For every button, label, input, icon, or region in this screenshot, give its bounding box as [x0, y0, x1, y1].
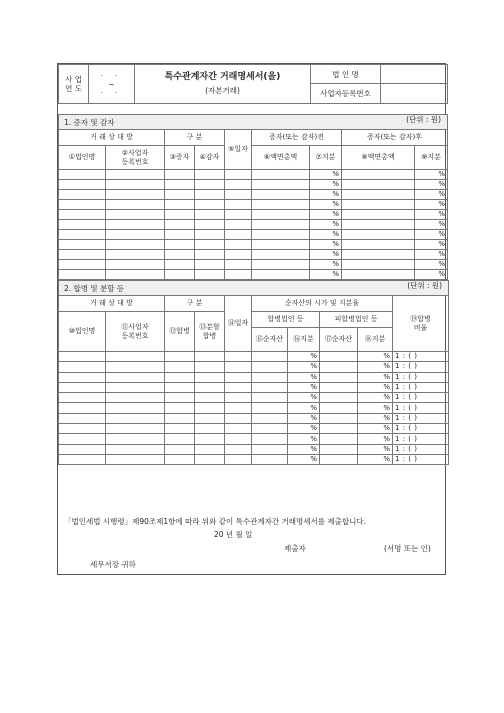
table-row: [59, 170, 448, 180]
s1-cell[interactable]: %: [310, 210, 342, 220]
s1-cell[interactable]: [195, 250, 225, 260]
s1-cell[interactable]: [252, 260, 310, 270]
s2-cell[interactable]: [165, 352, 195, 362]
s1-col-increase: ③증자: [165, 146, 195, 170]
s1-cell[interactable]: [106, 240, 165, 250]
s1-cell[interactable]: [225, 220, 252, 230]
form-subtitle: (자본거래): [205, 86, 240, 95]
s1-cell[interactable]: [59, 170, 106, 180]
s1-cell[interactable]: [342, 180, 415, 190]
s2-cell[interactable]: [252, 403, 288, 413]
s1-cell[interactable]: [59, 220, 106, 230]
s1-col-share-before: ⑦지분: [310, 146, 342, 170]
form-title-cell: [135, 65, 311, 104]
corp-name-label: 법 인 명: [311, 65, 381, 84]
s1-division-header: 구 분: [165, 130, 225, 146]
s1-cell[interactable]: [106, 200, 165, 210]
s2-cell[interactable]: [106, 382, 165, 392]
s2-cell[interactable]: %: [358, 362, 393, 372]
s1-cell[interactable]: [106, 230, 165, 240]
s2-col-net-assets-2: ⑰순자산: [320, 328, 358, 352]
s2-cell[interactable]: [165, 444, 195, 454]
table-row: [59, 403, 449, 413]
s1-cell[interactable]: %: [415, 240, 448, 250]
s1-cell[interactable]: [59, 230, 106, 240]
s2-cell[interactable]: [106, 403, 165, 413]
s1-cell[interactable]: [225, 260, 252, 270]
s1-cell[interactable]: [106, 170, 165, 180]
table-row: [59, 454, 449, 464]
s2-cell[interactable]: %: [288, 352, 320, 362]
s2-cell[interactable]: [106, 352, 165, 362]
s2-cell[interactable]: [252, 393, 288, 403]
s2-col-corp-name: ⑩법인명: [59, 312, 106, 352]
s1-before-header: 증자(또는 감자)전: [252, 130, 342, 146]
table-row: [59, 362, 449, 372]
s2-cell[interactable]: [320, 352, 358, 362]
table-row: [59, 270, 448, 280]
s2-cell[interactable]: [59, 362, 106, 372]
s2-cell[interactable]: [320, 393, 358, 403]
transaction-statement-form: [57, 63, 446, 575]
s2-cell[interactable]: %: [288, 393, 320, 403]
s2-cell[interactable]: %: [358, 403, 393, 413]
s1-cell[interactable]: [59, 200, 106, 210]
s1-cell[interactable]: [225, 170, 252, 180]
s1-cell[interactable]: [165, 240, 195, 250]
s1-cell[interactable]: [342, 170, 415, 180]
s2-col-share-1: ⑯지분: [288, 328, 320, 352]
s2-cell[interactable]: [320, 382, 358, 392]
s1-cell[interactable]: [195, 170, 225, 180]
s1-cell[interactable]: [59, 250, 106, 260]
s2-cell[interactable]: [252, 424, 288, 434]
s1-col-corp-name: ①법인명: [59, 146, 106, 170]
s1-cell[interactable]: [106, 270, 165, 280]
s2-cell[interactable]: 1 : ( ): [393, 403, 449, 413]
s2-cell[interactable]: %: [288, 362, 320, 372]
s2-cell[interactable]: 1 : ( ): [393, 434, 449, 444]
table-row: [59, 434, 449, 444]
s1-cell[interactable]: [165, 220, 195, 230]
s2-cell[interactable]: %: [288, 434, 320, 444]
s2-merged-header: 피합병법인 등: [320, 312, 393, 328]
s1-cell[interactable]: [342, 210, 415, 220]
s2-cell[interactable]: %: [288, 424, 320, 434]
s1-cell[interactable]: [252, 200, 310, 210]
table-row: [59, 200, 448, 210]
s2-cell[interactable]: %: [358, 413, 393, 423]
s1-cell[interactable]: [195, 200, 225, 210]
s1-cell[interactable]: [165, 230, 195, 240]
s1-cell[interactable]: [342, 270, 415, 280]
s1-cell[interactable]: [225, 200, 252, 210]
table-row: [59, 180, 448, 190]
table-row: [59, 424, 449, 434]
s2-cell[interactable]: [320, 434, 358, 444]
s2-cell[interactable]: [195, 393, 225, 403]
s1-cell[interactable]: [252, 210, 310, 220]
s1-cell[interactable]: [225, 190, 252, 200]
s2-cell[interactable]: [195, 444, 225, 454]
s1-cell[interactable]: [106, 250, 165, 260]
s2-cell[interactable]: [252, 352, 288, 362]
s2-cell[interactable]: %: [288, 372, 320, 382]
s2-col-split-merger: ⑬분할 합병: [195, 312, 225, 352]
s2-merging-header: 합병법인 등: [252, 312, 320, 328]
s1-col-share-after: ⑨지분: [415, 146, 448, 170]
s1-cell[interactable]: [165, 180, 195, 190]
s1-cell[interactable]: [225, 180, 252, 190]
s2-cell[interactable]: 1 : ( ): [393, 413, 449, 423]
s2-cell[interactable]: 1 : ( ): [393, 393, 449, 403]
section2-title: 2. 합병 및 분할 등 (단위 : 원): [59, 281, 449, 296]
s2-cell[interactable]: 1 : ( ): [393, 352, 449, 362]
s2-cell[interactable]: [225, 434, 252, 444]
s1-cell[interactable]: [252, 230, 310, 240]
s2-cell[interactable]: [225, 403, 252, 413]
s2-cell[interactable]: [320, 413, 358, 423]
s1-cell[interactable]: [252, 190, 310, 200]
s1-cell[interactable]: [195, 270, 225, 280]
s1-cell[interactable]: [106, 260, 165, 270]
s2-cell[interactable]: [59, 413, 106, 423]
s2-cell[interactable]: [165, 413, 195, 423]
s2-cell[interactable]: %: [288, 403, 320, 413]
s2-cell[interactable]: [59, 352, 106, 362]
s1-cell[interactable]: %: [415, 170, 448, 180]
s1-cell[interactable]: [165, 170, 195, 180]
s1-col-face-after: ⑧액면총액: [342, 146, 415, 170]
s2-cell[interactable]: [165, 382, 195, 392]
s2-cell[interactable]: [165, 362, 195, 372]
s1-cell[interactable]: [59, 190, 106, 200]
s2-cell[interactable]: [225, 444, 252, 454]
s2-cell[interactable]: [106, 413, 165, 423]
s1-cell[interactable]: [106, 210, 165, 220]
s1-col-biz-no: ②사업자 등록번호: [106, 146, 165, 170]
s2-cell[interactable]: [59, 424, 106, 434]
s1-cell[interactable]: [342, 250, 415, 260]
s1-cell[interactable]: %: [310, 230, 342, 240]
submitter-label: 제출자: [284, 544, 306, 553]
s2-cell[interactable]: %: [288, 413, 320, 423]
table-row: [59, 372, 449, 382]
table-row: [59, 190, 448, 200]
s2-cell[interactable]: [59, 434, 106, 444]
s1-after-header: 증자(또는 감자)후: [342, 130, 448, 146]
s1-col-decrease: ④감자: [195, 146, 225, 170]
s1-cell[interactable]: %: [415, 190, 448, 200]
s2-cell[interactable]: [165, 424, 195, 434]
s2-cell[interactable]: [225, 413, 252, 423]
s1-cell[interactable]: [342, 220, 415, 230]
s2-cell[interactable]: [195, 372, 225, 382]
s2-cell[interactable]: [195, 424, 225, 434]
signature-label[interactable]: (서명 또는 인): [384, 544, 431, 553]
s1-cell[interactable]: %: [310, 250, 342, 260]
s1-cell[interactable]: [195, 190, 225, 200]
s2-cell[interactable]: [106, 393, 165, 403]
corp-name-field[interactable]: [381, 65, 448, 84]
fiscal-year-label: 사 업 연 도: [59, 65, 89, 104]
s1-cell[interactable]: [59, 210, 106, 220]
s1-cell[interactable]: %: [310, 170, 342, 180]
s1-cell[interactable]: %: [415, 220, 448, 230]
s1-cell[interactable]: %: [415, 250, 448, 260]
s1-cell[interactable]: %: [415, 180, 448, 190]
s2-col-biz-no: ⑪사업자 등록번호: [106, 312, 165, 352]
s2-cell[interactable]: 1 : ( ): [393, 362, 449, 372]
s2-cell[interactable]: [252, 362, 288, 372]
s1-cell[interactable]: [59, 180, 106, 190]
s1-cell[interactable]: [195, 260, 225, 270]
s1-cell[interactable]: %: [310, 200, 342, 210]
s1-cell[interactable]: [252, 270, 310, 280]
s2-cell[interactable]: [320, 372, 358, 382]
s2-cell[interactable]: [252, 413, 288, 423]
s2-cell[interactable]: [252, 454, 288, 464]
s1-cell[interactable]: [225, 210, 252, 220]
s2-cell[interactable]: [320, 424, 358, 434]
s1-date-header: ⑤일자: [225, 130, 252, 170]
s1-cell[interactable]: [59, 260, 106, 270]
submission-statement: 「법인세법 시행령」제90조제1항에 따라 위와 같이 특수관계자간 거래명세서를 제출합니다.: [64, 517, 366, 526]
s2-cell[interactable]: %: [358, 393, 393, 403]
section2-table: [58, 280, 449, 465]
s2-cell[interactable]: %: [358, 372, 393, 382]
s2-cell[interactable]: [195, 403, 225, 413]
s2-cell[interactable]: [106, 372, 165, 382]
table-row: [59, 230, 448, 240]
s2-cell[interactable]: [225, 352, 252, 362]
s1-cell[interactable]: [342, 240, 415, 250]
s2-counterparty-header: 거 래 상 대 방: [59, 296, 165, 312]
s2-cell[interactable]: %: [358, 382, 393, 392]
s2-cell[interactable]: [252, 372, 288, 382]
s1-col-face-before: ⑥액면총액: [252, 146, 310, 170]
submission-footer: [58, 509, 445, 575]
s1-cell[interactable]: [165, 250, 195, 260]
s2-value-header: 순자산의 시가 및 지분율: [252, 296, 393, 312]
s2-cell[interactable]: [252, 434, 288, 444]
s1-cell[interactable]: [252, 250, 310, 260]
section2-unit: (단위 : 원): [407, 281, 443, 290]
s2-cell[interactable]: [195, 362, 225, 372]
s2-cell[interactable]: [225, 454, 252, 464]
s1-cell[interactable]: [165, 260, 195, 270]
s1-cell[interactable]: [195, 220, 225, 230]
biz-no-field[interactable]: [381, 84, 448, 104]
s1-cell[interactable]: [195, 240, 225, 250]
s1-cell[interactable]: %: [310, 270, 342, 280]
s2-cell[interactable]: %: [358, 424, 393, 434]
s1-cell[interactable]: %: [415, 230, 448, 240]
s1-cell[interactable]: %: [415, 260, 448, 270]
s2-cell[interactable]: [106, 424, 165, 434]
s1-cell[interactable]: [106, 180, 165, 190]
s2-cell[interactable]: [252, 444, 288, 454]
s2-cell[interactable]: [252, 382, 288, 392]
s2-cell[interactable]: [195, 352, 225, 362]
s2-cell[interactable]: [320, 403, 358, 413]
table-row: [59, 393, 449, 403]
s2-cell[interactable]: [59, 403, 106, 413]
table-row: [59, 413, 449, 423]
s2-cell[interactable]: 1 : ( ): [393, 454, 449, 464]
section1-unit: (단위 : 원): [406, 115, 442, 124]
s2-cell[interactable]: [59, 444, 106, 454]
form-header: [58, 64, 448, 104]
addressee-label: 세무서장 귀하: [90, 560, 136, 569]
table-row: [59, 352, 449, 362]
s2-cell[interactable]: [225, 382, 252, 392]
s1-cell[interactable]: %: [310, 190, 342, 200]
s1-cell[interactable]: [252, 220, 310, 230]
s2-cell[interactable]: %: [288, 454, 320, 464]
s1-cell[interactable]: [225, 240, 252, 250]
s2-cell[interactable]: [59, 393, 106, 403]
s1-cell[interactable]: [165, 210, 195, 220]
s2-cell[interactable]: %: [358, 444, 393, 454]
s1-counterparty-header: 거 래 상 대 방: [59, 130, 165, 146]
table-row: [59, 444, 449, 454]
s2-cell[interactable]: [195, 434, 225, 444]
s2-date-header: ⑭일자: [225, 296, 252, 352]
section1-table: [58, 114, 448, 280]
s2-cell[interactable]: [320, 362, 358, 372]
s1-cell[interactable]: [106, 190, 165, 200]
s2-cell[interactable]: [165, 434, 195, 444]
s2-cell[interactable]: %: [358, 454, 393, 464]
s1-cell[interactable]: [342, 190, 415, 200]
s2-col-net-assets-1: ⑮순자산: [252, 328, 288, 352]
submission-date[interactable]: 20 년 월 일: [214, 530, 253, 539]
s1-cell[interactable]: [252, 240, 310, 250]
form-title: 특수관계자간 거래명세서(을): [164, 72, 281, 82]
s2-cell[interactable]: %: [358, 352, 393, 362]
s2-cell[interactable]: [195, 454, 225, 464]
s1-cell[interactable]: [165, 190, 195, 200]
s1-cell[interactable]: [342, 200, 415, 210]
s1-cell[interactable]: [59, 240, 106, 250]
s2-cell[interactable]: [165, 454, 195, 464]
s2-cell[interactable]: 1 : ( ): [393, 382, 449, 392]
s2-cell[interactable]: [225, 362, 252, 372]
s1-cell[interactable]: [342, 260, 415, 270]
table-row: [59, 240, 448, 250]
table-row: [59, 260, 448, 270]
s2-division-header: 구 분: [165, 296, 225, 312]
s2-cell[interactable]: 1 : ( ): [393, 372, 449, 382]
s2-cell[interactable]: 1 : ( ): [393, 444, 449, 454]
s1-cell[interactable]: [195, 180, 225, 190]
s2-cell[interactable]: [320, 444, 358, 454]
s1-cell[interactable]: %: [310, 260, 342, 270]
s2-col-share-2: ⑱지분: [358, 328, 393, 352]
s2-col-merger: ⑫합병: [165, 312, 195, 352]
s2-cell[interactable]: [59, 454, 106, 464]
s1-cell[interactable]: [225, 230, 252, 240]
s1-cell[interactable]: [252, 180, 310, 190]
s1-cell[interactable]: [252, 170, 310, 180]
s2-cell[interactable]: [106, 454, 165, 464]
table-row: [59, 382, 449, 392]
table-row: [59, 220, 448, 230]
s2-cell[interactable]: [165, 403, 195, 413]
s2-cell[interactable]: [320, 454, 358, 464]
s1-cell[interactable]: %: [310, 220, 342, 230]
s2-cell[interactable]: [59, 382, 106, 392]
s2-cell[interactable]: [106, 434, 165, 444]
s2-cell[interactable]: [59, 372, 106, 382]
s1-cell[interactable]: %: [415, 210, 448, 220]
s1-cell[interactable]: [342, 230, 415, 240]
s2-cell[interactable]: 1 : ( ): [393, 424, 449, 434]
s2-cell[interactable]: [106, 444, 165, 454]
s1-cell[interactable]: %: [310, 180, 342, 190]
s2-cell[interactable]: %: [358, 434, 393, 444]
s2-cell[interactable]: [165, 393, 195, 403]
s2-ratio-header: ⑲합병 비율: [393, 296, 449, 352]
s2-cell[interactable]: [225, 424, 252, 434]
s1-cell[interactable]: %: [310, 240, 342, 250]
section1-rows: [59, 170, 448, 280]
s2-cell[interactable]: [165, 372, 195, 382]
section1-title: 1. 증자 및 감자 (단위 : 원): [59, 115, 448, 130]
biz-no-label: 사업자등록번호: [311, 84, 381, 104]
s2-cell[interactable]: [225, 393, 252, 403]
s1-cell[interactable]: [59, 270, 106, 280]
s2-cell[interactable]: %: [288, 382, 320, 392]
s2-cell[interactable]: [225, 372, 252, 382]
s1-cell[interactable]: %: [415, 270, 448, 280]
table-row: [59, 210, 448, 220]
s1-cell[interactable]: [225, 250, 252, 260]
s1-cell[interactable]: [165, 270, 195, 280]
fiscal-year-field[interactable]: · · ~ · ·: [89, 65, 135, 104]
s1-cell[interactable]: [195, 230, 225, 240]
s1-cell[interactable]: [225, 270, 252, 280]
s1-cell[interactable]: %: [415, 200, 448, 210]
s2-cell[interactable]: [106, 362, 165, 372]
s1-cell[interactable]: [165, 200, 195, 210]
s2-cell[interactable]: %: [288, 444, 320, 454]
s1-cell[interactable]: [195, 210, 225, 220]
s2-cell[interactable]: [195, 413, 225, 423]
table-row: [59, 250, 448, 260]
s1-cell[interactable]: [106, 220, 165, 230]
section2-rows: [59, 352, 449, 465]
s2-cell[interactable]: [195, 382, 225, 392]
